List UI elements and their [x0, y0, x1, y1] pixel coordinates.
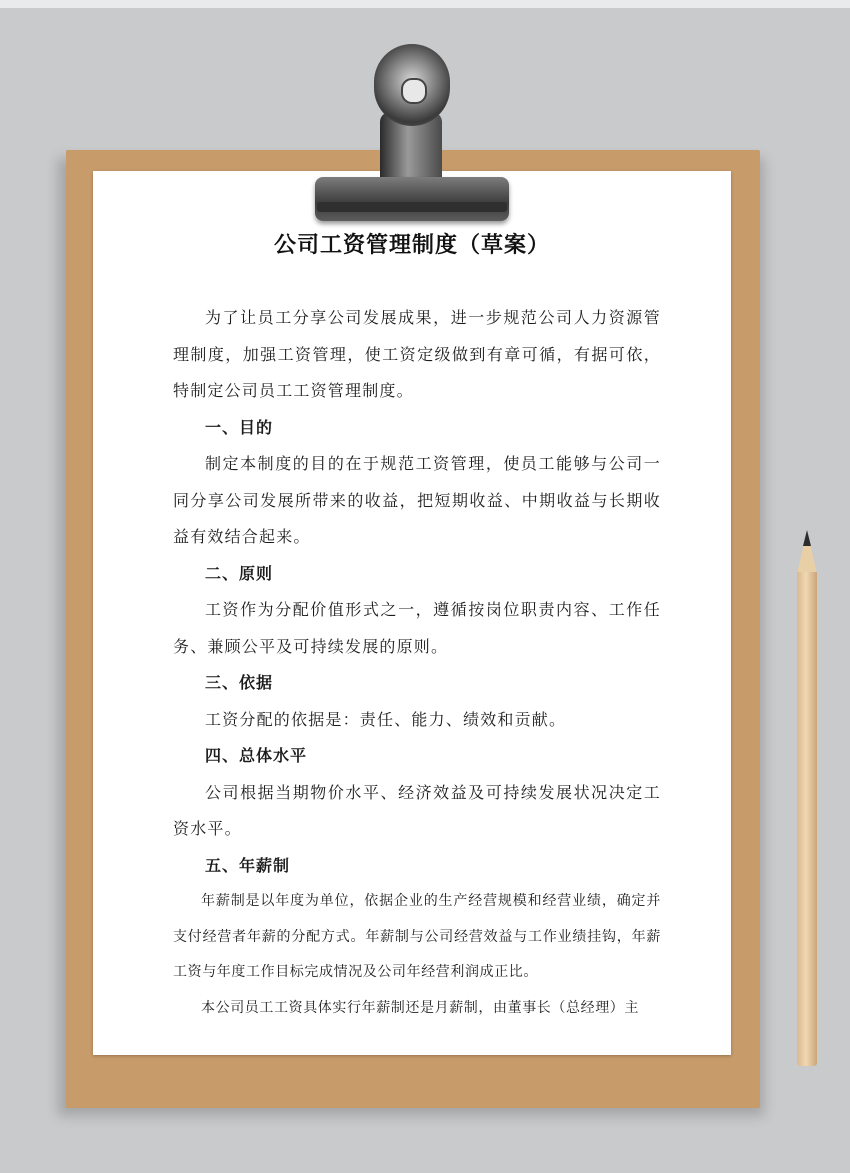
- section-body: 年薪制是以年度为单位，依据企业的生产经营规模和经营业绩，确定并支付经营者年薪的分配方式。年薪制与公司经营效益与工作业绩挂钩，年薪工资与年度工作目标完成情况及公司年经营利润成正比。: [173, 893, 661, 980]
- pencil-body: [797, 572, 817, 1066]
- clip-plate: [315, 177, 509, 221]
- section-heading: 三、依据: [205, 673, 274, 692]
- section-body: 制定本制度的目的在于规范工资管理，使员工能够与公司一同分享公司发展所带来的收益，把短期收益、中期收益与长期收益有效结合起来。: [173, 454, 661, 546]
- document-title: 公司工资管理制度（草案）: [273, 233, 550, 258]
- section-heading: 二、原则: [205, 563, 274, 583]
- intro-paragraph: 为了让员工分享公司发展成果，进一步规范公司人力资源管理制度，加强工资管理，使工资定级做到有章可循，有据可依，特制定公司员工工资管理制度。: [173, 308, 661, 400]
- section-body: 公司根据当期物价水平、经济效益及可持续发展状况决定工资水平。: [173, 782, 661, 838]
- section-heading: 五、年薪制: [205, 855, 291, 875]
- clip-hole: [401, 78, 427, 104]
- section-heading: 一、目的: [205, 417, 274, 437]
- pencil-lead: [803, 530, 811, 546]
- section-body: 工资分配的依据是：责任、能力、绩效和贡献。: [205, 709, 567, 729]
- section-body-continued: 本公司员工工资具体实行年薪制还是月薪制，由董事长（总经理）主: [201, 999, 639, 1016]
- top-edge: [0, 0, 850, 8]
- section-heading: 四、总体水平: [205, 746, 308, 765]
- document-body: [173, 300, 661, 1026]
- section-body: 工资作为分配价值形式之一，遵循按岗位职责内容、工作任务、兼顾公平及可持续发展的原则。: [173, 600, 661, 656]
- clip-bar: [317, 202, 507, 212]
